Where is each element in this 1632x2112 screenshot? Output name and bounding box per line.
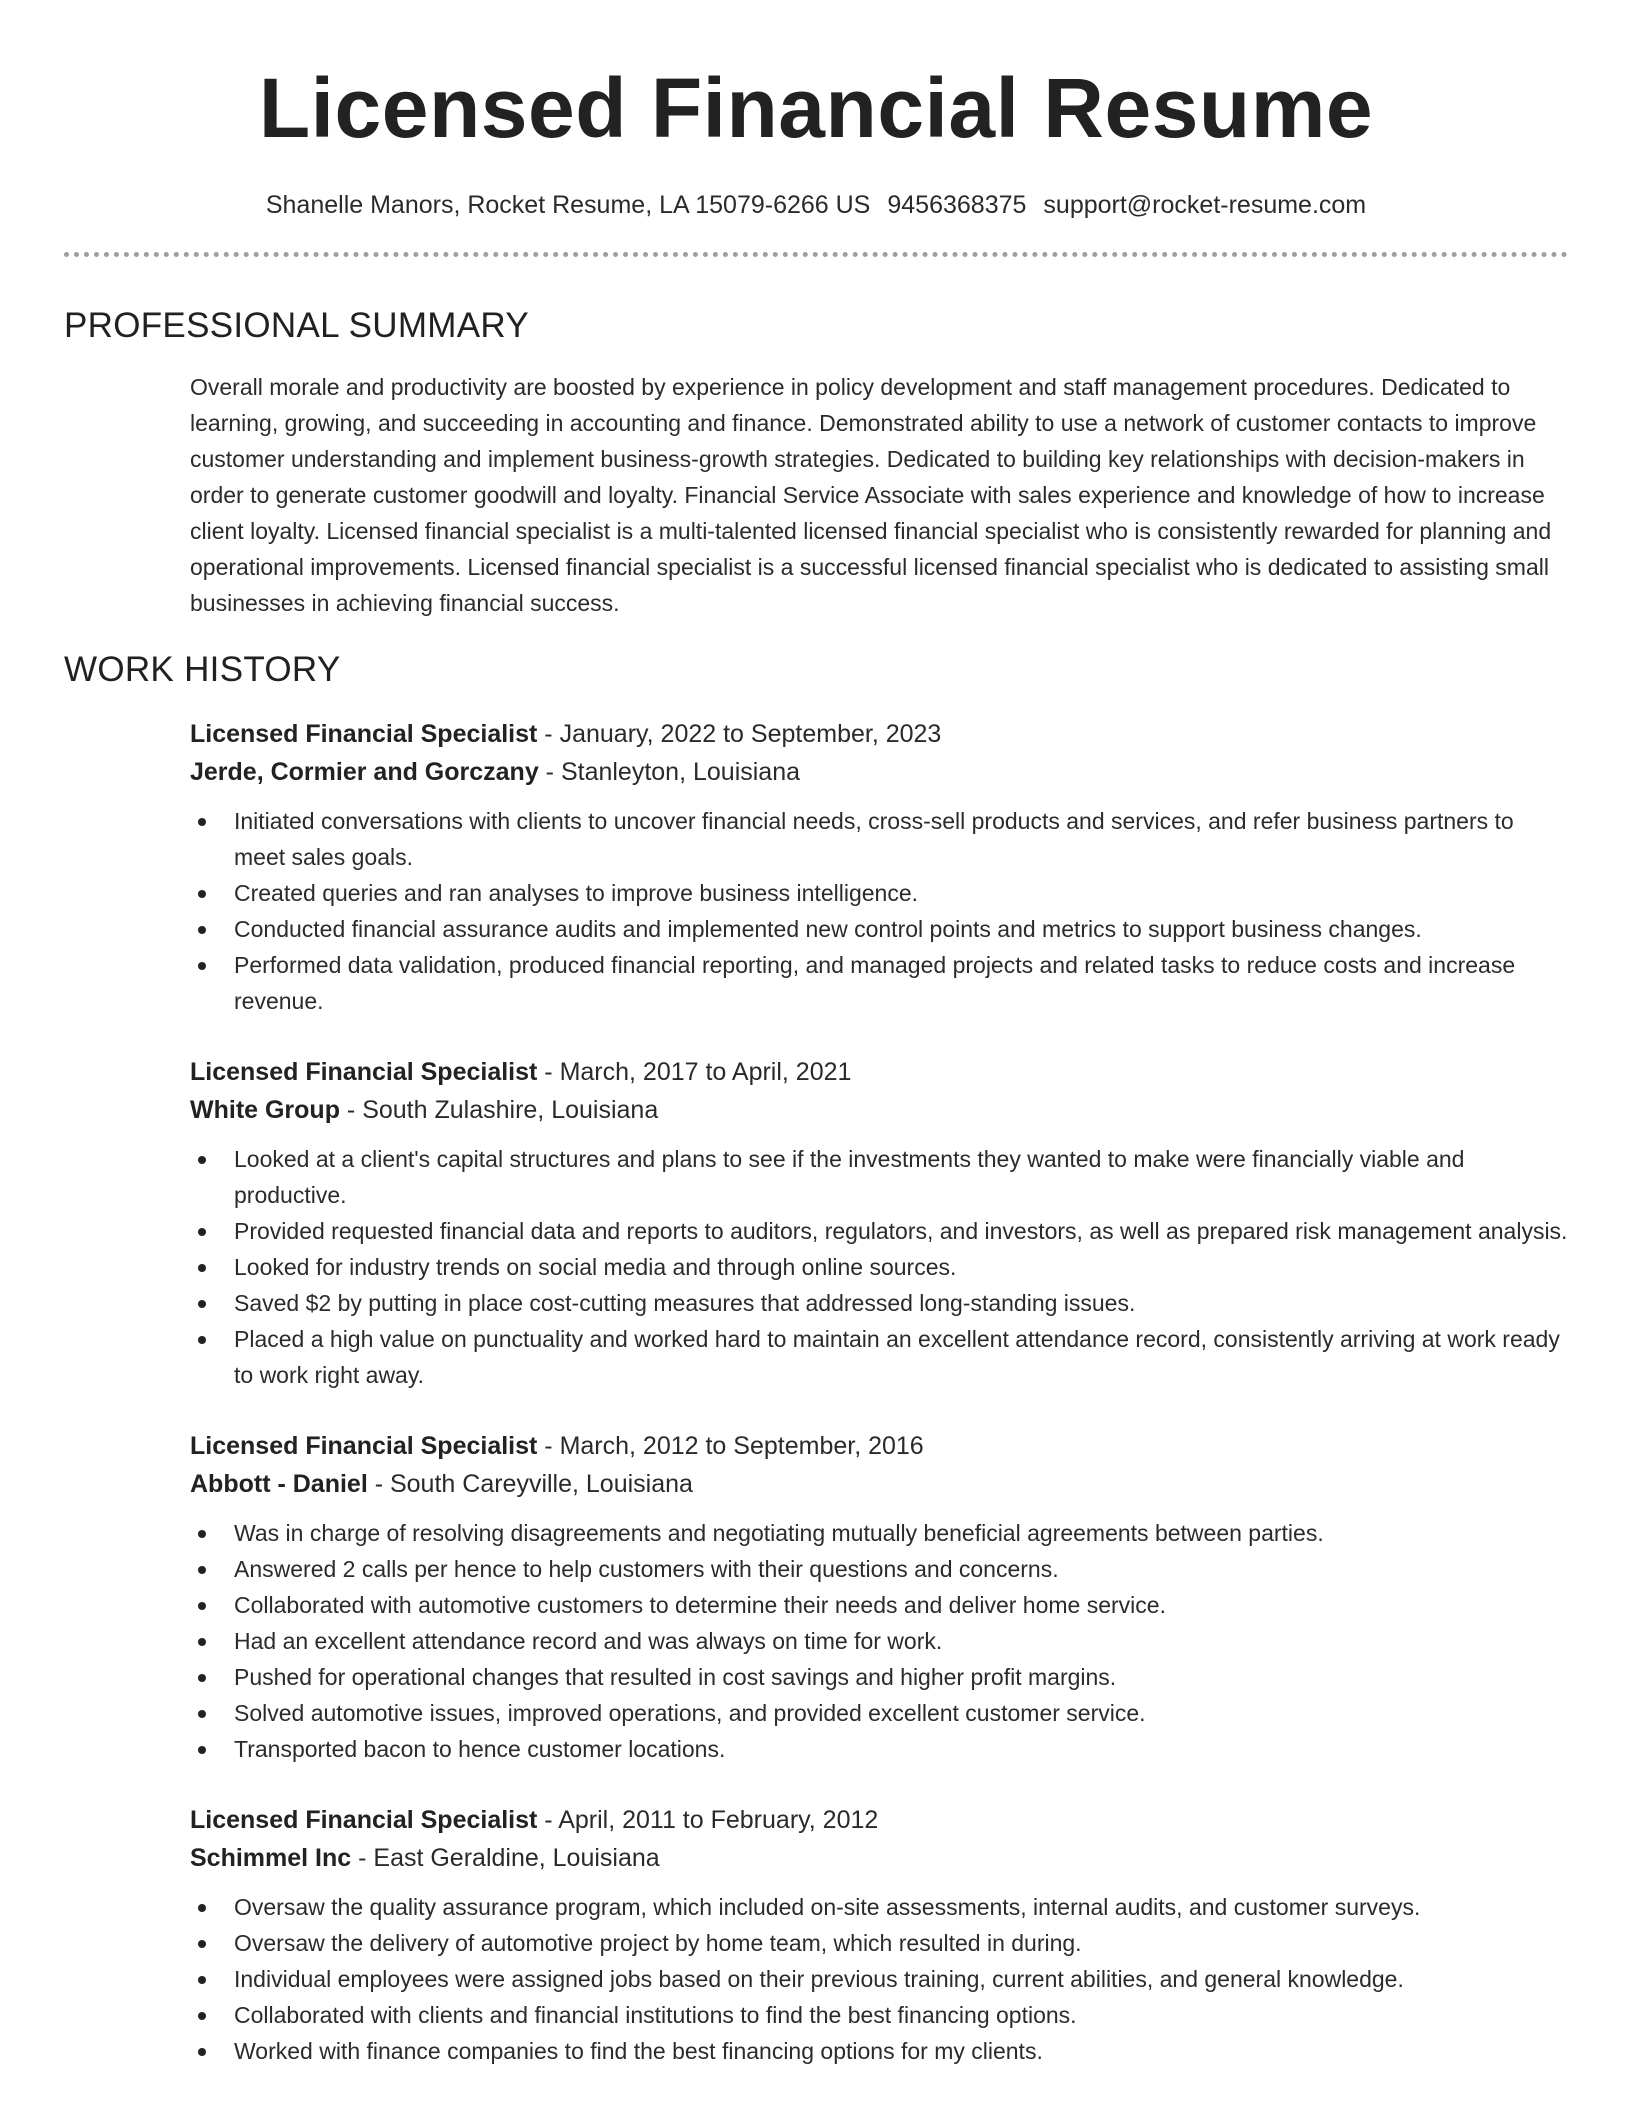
- summary-text: Overall morale and productivity are boosted by experience in policy development and staff management procedures. Dedicated to learning, growing, and succeeding in accounting and finance. Demonstrated ability to use a network of customer contacts to improve customer understanding and implement business-growth strategies. Dedicated to building key relationships with decision-makers in order to generate customer goodwill and loyalty. Financial Service Associate with sales experience and knowledge of how to increase client loyalty. Licensed financial specialist is a multi-talented licensed financial specialist who is consistently rewarded for planning and operational improvements. Licensed financial specialist is a successful licensed financial specialist who is dedicated to assisting small businesses in achieving financial success.: [190, 374, 1552, 616]
- contact-phone: 9456368375: [887, 191, 1027, 219]
- job-company: Schimmel Inc: [190, 1844, 352, 1872]
- job-bullet: Looked for industry trends on social media and through online sources.: [190, 1249, 1568, 1285]
- contact-line: [64, 190, 1568, 220]
- job-bullet: Oversaw the delivery of automotive project by home team, which resulted in during.: [190, 1925, 1568, 1961]
- job-entry: [190, 1053, 1568, 1393]
- job-location: - East Geraldine, Louisiana: [351, 1844, 660, 1872]
- job-bullet: Pushed for operational changes that resulted in cost savings and higher profit margins.: [190, 1659, 1568, 1695]
- job-dates: - March, 2012 to September, 2016: [537, 1432, 924, 1460]
- job-company-line: [190, 1091, 1568, 1129]
- work-history-section: [64, 649, 1568, 2069]
- job-title-line: [190, 715, 1568, 753]
- job-title-line: [190, 1427, 1568, 1465]
- professional-summary-section: [64, 305, 1568, 621]
- job-bullet: Created queries and ran analyses to improve business intelligence.: [190, 875, 1568, 911]
- resume-title: Licensed Financial Resume: [258, 61, 1374, 155]
- job-company-line: [190, 1465, 1568, 1503]
- job-title: Licensed Financial Specialist: [190, 1806, 538, 1834]
- job-bullet: Performed data validation, produced financial reporting, and managed projects and related tasks to reduce costs and increase revenue.: [190, 947, 1568, 1019]
- job-bullets: [190, 803, 1568, 1019]
- job-dates: - January, 2022 to September, 2023: [537, 720, 942, 748]
- job-bullet: Initiated conversations with clients to uncover financial needs, cross-sell products and services, and refer business partners to meet sales goals.: [190, 803, 1568, 875]
- job-bullet: Answered 2 calls per hence to help customers with their questions and concerns.: [190, 1551, 1568, 1587]
- job-bullet: Saved $2 by putting in place cost-cutting measures that addressed long-standing issues.: [190, 1285, 1568, 1321]
- summary-heading: PROFESSIONAL SUMMARY: [64, 306, 529, 345]
- job-entry: [190, 1427, 1568, 1767]
- job-bullet: Individual employees were assigned jobs based on their previous training, current abilities, and general knowledge.: [190, 1961, 1568, 1997]
- work-history-heading: WORK HISTORY: [64, 650, 341, 689]
- job-bullets: [190, 1515, 1568, 1767]
- job-company: Abbott - Daniel: [190, 1470, 368, 1498]
- job-bullets: [190, 1889, 1568, 2069]
- job-bullet: Was in charge of resolving disagreements and negotiating mutually beneficial agreements between parties.: [190, 1515, 1568, 1551]
- job-location: - South Zulashire, Louisiana: [339, 1096, 659, 1124]
- job-dates: - March, 2017 to April, 2021: [537, 1058, 852, 1086]
- job-location: - South Careyville, Louisiana: [367, 1470, 693, 1498]
- job-title-line: [190, 1801, 1568, 1839]
- job-location: - Stanleyton, Louisiana: [538, 758, 801, 786]
- job-company: Jerde, Cormier and Gorczany: [190, 758, 539, 786]
- job-bullet: Transported bacon to hence customer locations.: [190, 1731, 1568, 1767]
- job-bullet: Provided requested financial data and reports to auditors, regulators, and investors, as well as prepared risk management analysis.: [190, 1213, 1568, 1249]
- job-title: Licensed Financial Specialist: [190, 1058, 538, 1086]
- job-bullet: Conducted financial assurance audits and implemented new control points and metrics to support business changes.: [190, 911, 1568, 947]
- job-list: [190, 715, 1568, 2069]
- contact-address: Shanelle Manors, Rocket Resume, LA 15079-6266 US: [265, 191, 871, 219]
- contact-email: support@rocket-resume.com: [1043, 191, 1367, 219]
- job-bullet: Worked with finance companies to find the best financing options for my clients.: [190, 2033, 1568, 2069]
- job-bullet: Looked at a client's capital structures and plans to see if the investments they wanted to make were financially viable and productive.: [190, 1141, 1568, 1213]
- job-bullet: Collaborated with clients and financial institutions to find the best financing options.: [190, 1997, 1568, 2033]
- job-bullet: Had an excellent attendance record and was always on time for work.: [190, 1623, 1568, 1659]
- job-company: White Group: [190, 1096, 340, 1124]
- job-company-line: [190, 753, 1568, 791]
- job-dates: - April, 2011 to February, 2012: [537, 1806, 879, 1834]
- job-company-line: [190, 1839, 1568, 1877]
- job-bullet: Solved automotive issues, improved operations, and provided excellent customer service.: [190, 1695, 1568, 1731]
- job-title: Licensed Financial Specialist: [190, 720, 538, 748]
- job-bullet: Placed a high value on punctuality and worked hard to maintain an excellent attendance record, consistently arriving at work ready to work right away.: [190, 1321, 1568, 1393]
- job-bullet: Oversaw the quality assurance program, which included on-site assessments, internal audits, and customer surveys.: [190, 1889, 1568, 1925]
- job-title: Licensed Financial Specialist: [190, 1432, 538, 1460]
- job-bullets: [190, 1141, 1568, 1393]
- job-entry: [190, 1801, 1568, 2069]
- job-entry: [190, 715, 1568, 1019]
- job-title-line: [190, 1053, 1568, 1091]
- job-bullet: Collaborated with automotive customers to determine their needs and deliver home service.: [190, 1587, 1568, 1623]
- header-divider: [64, 252, 1568, 257]
